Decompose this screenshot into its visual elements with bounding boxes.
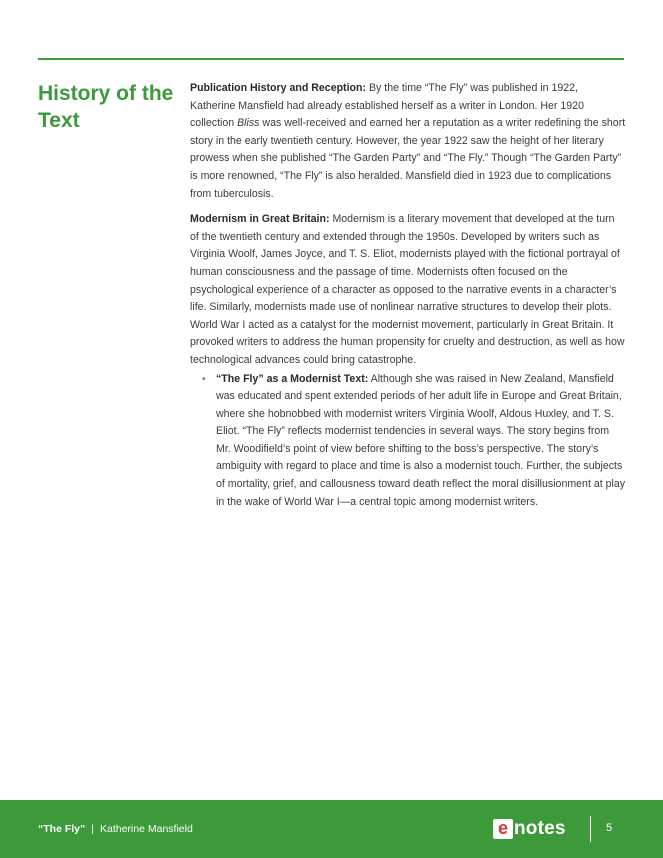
footer-bar [0,800,663,858]
main-content [190,80,626,511]
paragraph-modernism [190,211,626,369]
paragraph-text: By the time “The Fly” was published in 1922, Katherine Mansfield had already established herself as a writer in London. Her 1920 collection [190,82,584,130]
bullet-text: Although she was raised in New Zealand, Mansfield was educated and spent extended periods of her adult life in Europe and Great Britain, where she hobnobbed with modernist writers Virginia Woolf, Aldous Huxley, and T. S. Eliot. “The Fly” reflects modernist tendencies in several ways. The story begins from Mr. Woodifield’s point of view before shifting to the boss’s perspective. The story’s ambiguity with regard to place and time is also a modernist touch. Further, the subjects of mortality, grief, and callousness toward death reflect the moral disillusionment at play in the wake of World War I—a central topic among modernist writers. [216,372,626,508]
enotes-logo-icon: e [493,819,513,839]
enotes-logo[interactable] [493,817,566,841]
bullet-heading: “The Fly” as a Modernist Text: [216,372,369,385]
footer-divider [590,816,591,842]
bullet-list [190,371,626,512]
paragraph-heading: Publication History and Reception: [190,82,366,94]
page-number: 5 [606,822,613,834]
book-title-italic: Bliss [237,117,260,130]
paragraph-text: was well-received and earned her a reputation as a writer redefining the short story in the early twentieth century. However, the year 1922 saw the height of her literary prowess when she published “The Garden Party” and “The Fly.” Though “The Garden Party” is more renowned, “The Fly” is also heralded. Mansfield died in 1923 due to complications from tuberculosis. [190,117,626,200]
section-title: History of the Text [38,82,174,132]
paragraph-text: Modernism is a literary movement that developed at the turn of the twentieth century and extended through the 1950s. Developed by writers such as Virginia Woolf, James Joyce, and T. S. Eliot, modernists played with the fictional portrayal of human consciousness and the passage of time. Modernists often focused on the psychological experience of a character as opposed to the narrative events in a character’s life. Similarly, modernists made use of nonlinear narrative structures to develop their plots. World War I acted as a catalyst for the modernist movement, particularly in Great Britain. It provoked writers to address the human propensity for cruelty and destruction, as well as how technological advances could bring catastrophe. [190,213,625,366]
footer-author: Katherine Mansfield [100,823,193,835]
paragraph-heading: Modernism in Great Britain: [190,213,330,226]
footer-work-title: “The Fly” [38,823,86,835]
bullet-icon: • [202,373,206,385]
footer-title [38,823,193,835]
top-divider [38,58,624,60]
footer-separator: | [91,823,94,835]
paragraph-publication-history [190,80,626,203]
list-item [190,371,626,512]
enotes-logo-text: notes [514,818,566,839]
